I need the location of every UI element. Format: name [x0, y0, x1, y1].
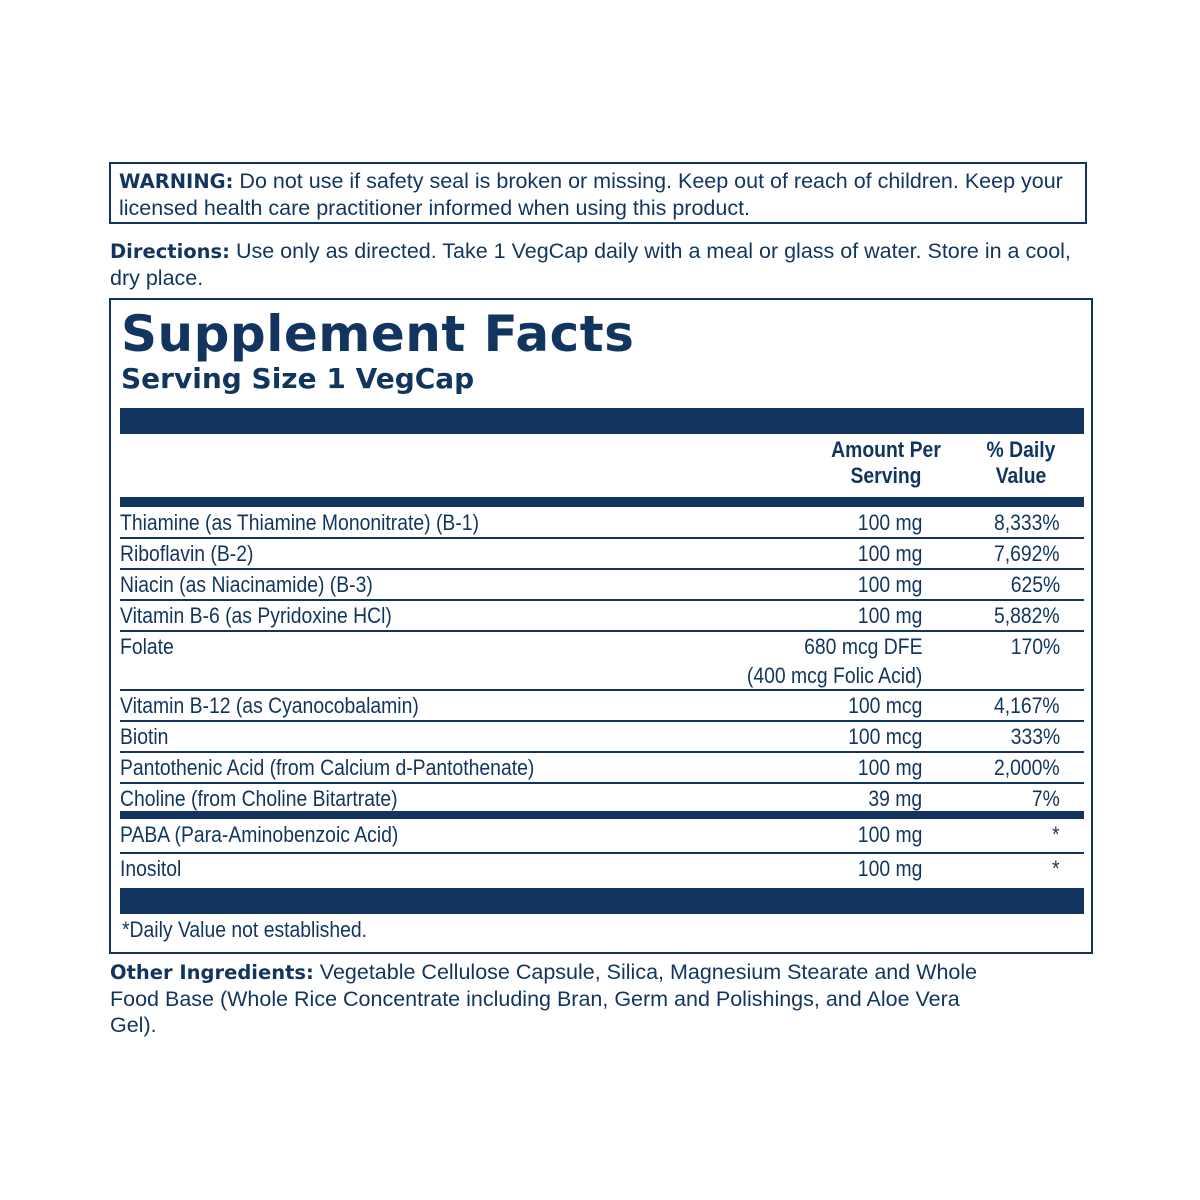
nutrient-name: Vitamin B-12 (as Cyanocobalamin)	[120, 693, 419, 718]
facts-title: Supplement Facts	[121, 305, 635, 363]
header-bar	[120, 497, 1084, 507]
nutrient-row	[120, 854, 1084, 886]
nutrient-name: Inositol	[120, 856, 182, 881]
nutrient-row	[120, 570, 1084, 601]
nutrient-row	[120, 601, 1084, 632]
nutrient-daily-value: *	[1052, 856, 1060, 881]
amount-header-line1: Amount Per	[831, 437, 941, 462]
other-ingredients-label: Other Ingredients:	[110, 961, 314, 984]
nutrient-name: PABA (Para-Aminobenzoic Acid)	[120, 822, 399, 847]
warning-label: WARNING:	[119, 170, 234, 193]
nutrient-amount: 100 mg	[857, 572, 922, 597]
nutrient-row	[120, 691, 1084, 722]
other-ingredients	[110, 959, 1010, 1038]
nutrient-daily-value: 170%	[1010, 634, 1060, 659]
nutrient-name: Choline (from Choline Bitartrate)	[120, 786, 398, 811]
directions-label: Directions:	[110, 240, 230, 263]
dv-header-line2: Value	[995, 463, 1047, 488]
top-thick-bar	[120, 408, 1084, 434]
daily-value-header	[973, 437, 1070, 489]
nutrient-daily-value: 625%	[1010, 572, 1060, 597]
nutrient-amount: 39 mg	[868, 786, 922, 811]
nutrient-daily-value: 8,333%	[994, 510, 1060, 535]
dv-header-line1: % Daily	[986, 437, 1056, 462]
nutrient-row	[120, 539, 1084, 570]
nutrient-row	[120, 508, 1084, 539]
nutrient-amount: 100 mg	[857, 541, 922, 566]
nutrient-daily-value: 7%	[1032, 786, 1060, 811]
nutrient-amount: 100 mg	[857, 822, 922, 847]
nutrient-daily-value: 2,000%	[994, 755, 1060, 780]
amount-header-line2: Serving	[850, 463, 922, 488]
nutrient-name: Pantothenic Acid (from Calcium d-Pantothenate)	[120, 755, 535, 780]
nutrient-amount: 100 mg	[857, 510, 922, 535]
nutrient-amount: 100 mg	[857, 856, 922, 881]
footnote: *Daily Value not established.	[122, 917, 368, 942]
nutrient-amount-secondary: (400 mcg Folic Acid)	[746, 663, 922, 688]
nutrient-amount: 100 mg	[857, 603, 922, 628]
nutrient-daily-value: 333%	[1010, 724, 1060, 749]
nutrient-daily-value: 4,167%	[994, 693, 1060, 718]
nutrient-amount: 100 mcg	[847, 724, 922, 749]
bottom-thick-bar	[120, 888, 1084, 914]
directions	[110, 238, 1090, 291]
supplement-facts-panel	[109, 298, 1093, 954]
warning-text: Do not use if safety seal is broken or missing. Keep out of reach of children. Keep your licensed health care practitioner informed when using this product.	[119, 169, 1063, 220]
serving-size: Serving Size 1 VegCap	[121, 362, 475, 395]
nutrient-row	[120, 784, 1084, 819]
warning-box	[109, 162, 1087, 224]
nutrient-name: Biotin	[120, 724, 169, 749]
nutrient-row	[120, 753, 1084, 784]
nutrient-amount: 100 mcg	[847, 693, 922, 718]
nutrient-name: Riboflavin (B-2)	[120, 541, 254, 566]
nutrient-row	[120, 632, 1084, 691]
nutrient-name: Folate	[120, 634, 174, 659]
other-ingredients-text: Vegetable Cellulose Capsule, Silica, Magnesium Stearate and Whole Food Base (Whole Rice Concentrate including Bran, Germ and Polishings, and Aloe Vera Gel).	[110, 960, 978, 1037]
nutrient-daily-value: 5,882%	[994, 603, 1060, 628]
amount-per-serving-header	[820, 437, 952, 489]
nutrient-name: Thiamine (as Thiamine Mononitrate) (B-1)	[120, 510, 480, 535]
nutrient-row	[120, 820, 1084, 854]
nutrient-daily-value: 7,692%	[994, 541, 1060, 566]
nutrient-row	[120, 722, 1084, 753]
nutrient-name: Niacin (as Niacinamide) (B-3)	[120, 572, 373, 597]
directions-text: Use only as directed. Take 1 VegCap daily with a meal or glass of water. Store in a cool, dry place.	[110, 239, 1071, 290]
nutrient-name: Vitamin B-6 (as Pyridoxine HCl)	[120, 603, 392, 628]
nutrient-amount: 680 mcg DFE	[803, 634, 922, 659]
nutrient-daily-value: *	[1052, 822, 1060, 847]
nutrient-amount: 100 mg	[857, 755, 922, 780]
